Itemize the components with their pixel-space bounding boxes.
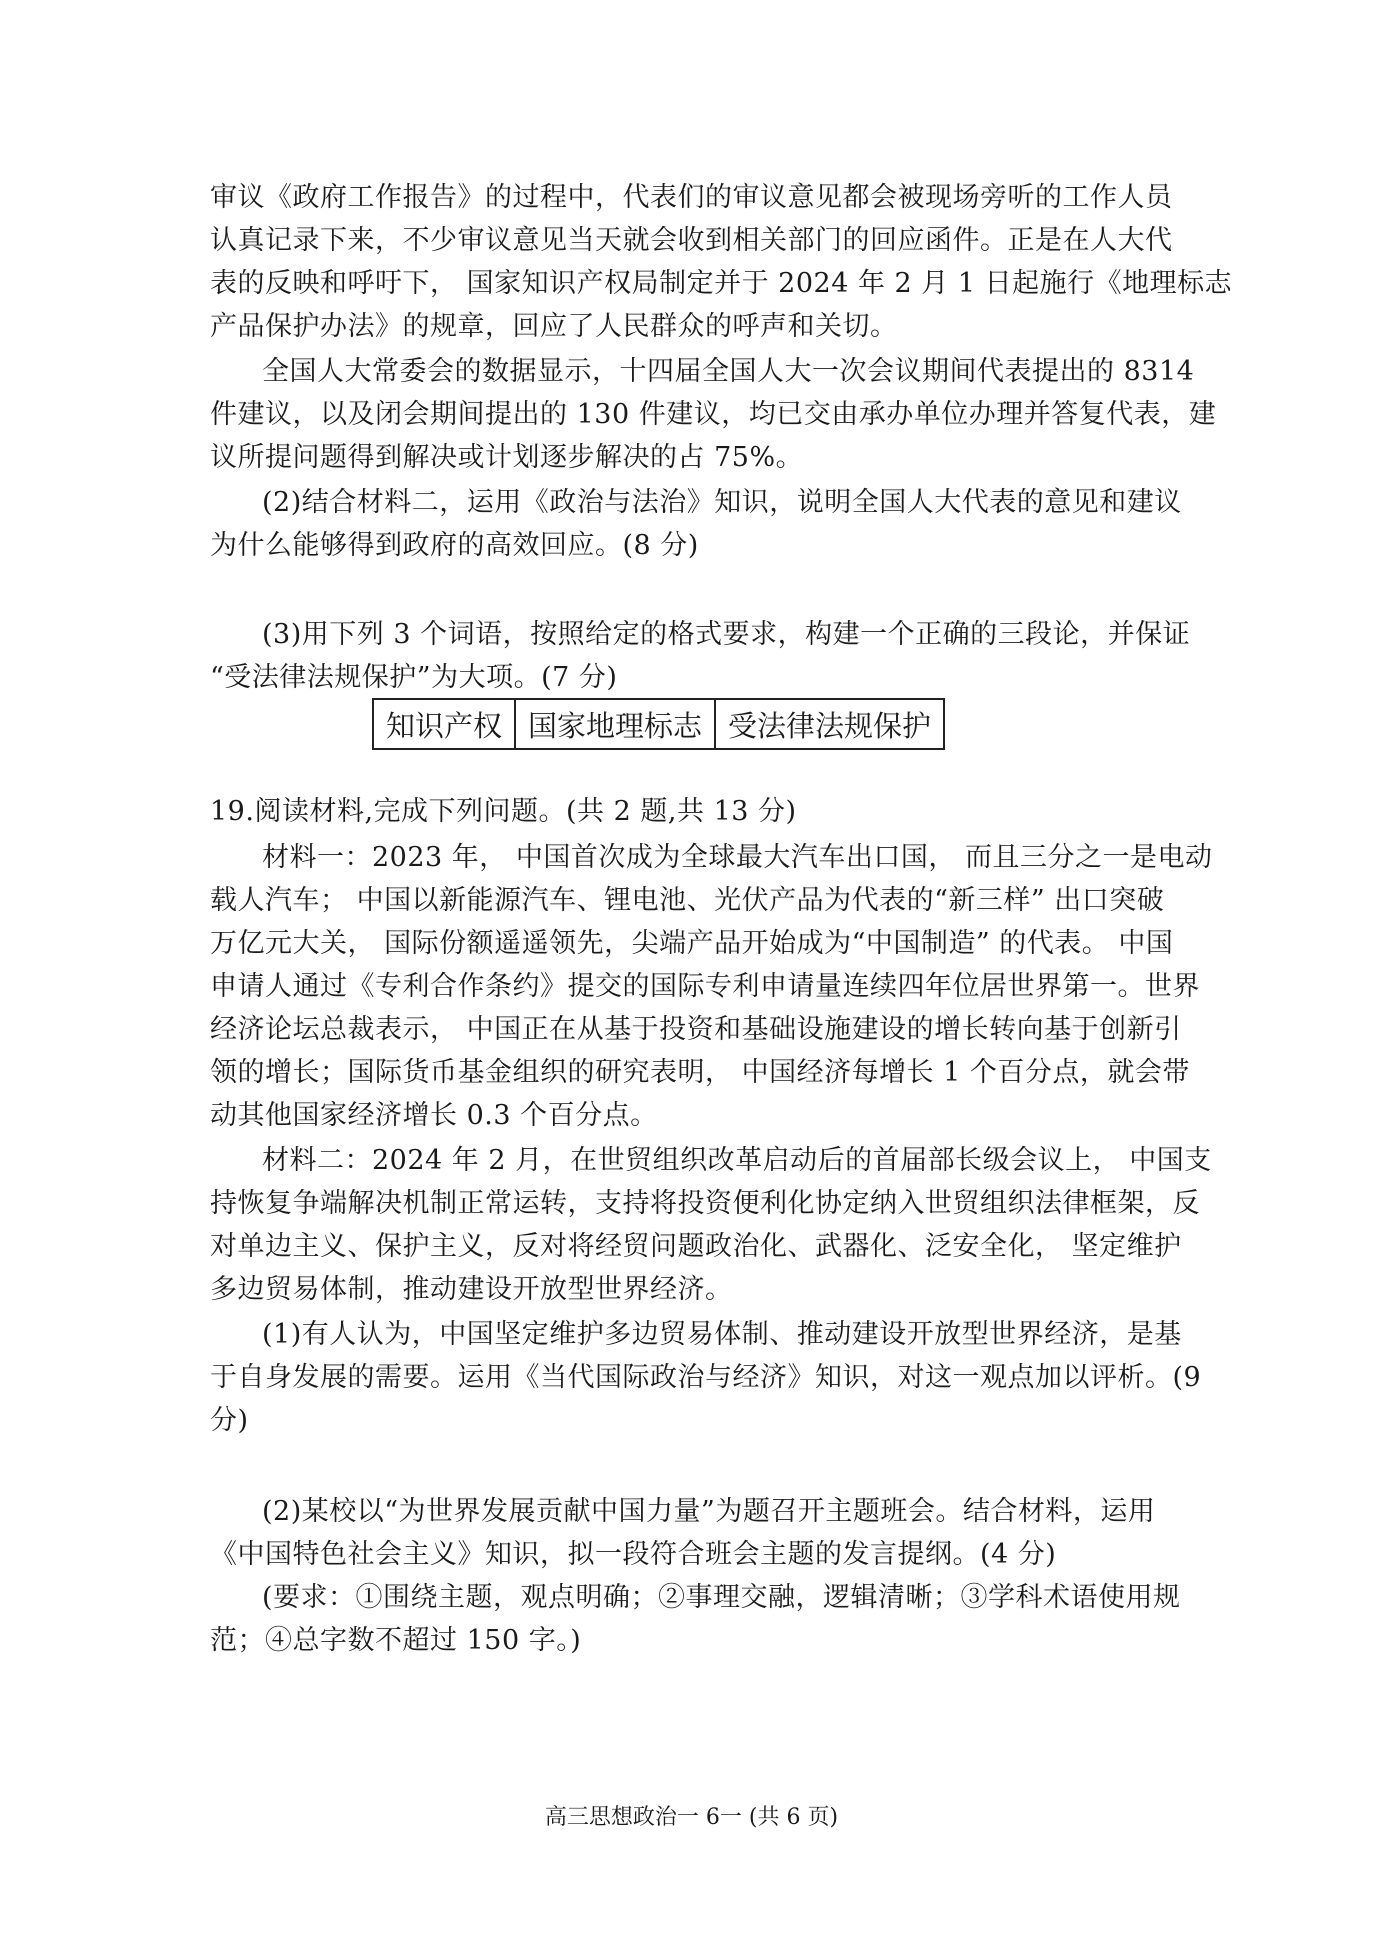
page-footer: 高三思想政治一 6一 (共 6 页) <box>544 1805 839 1830</box>
question-18-3: “受法律法规保护”为大项。(7 分) <box>210 662 618 693</box>
material-1-line: 经济论坛总裁表示， 中国正在从基于投资和基础设施建设的增长转向基于创新引 <box>210 1014 1182 1045</box>
question-19-1: 于自身发展的需要。运用《当代国际政治与经济》知识，对这一观点加以评析。(9 <box>210 1362 1202 1393</box>
question-18-3: (3)用下列 3 个词语，按照给定的格式要求，构建一个正确的三段论，并保证 <box>262 619 1191 650</box>
data-paragraph-line: 议所提问题得到解决或计划逐步解决的占 75%。 <box>210 442 804 473</box>
material-1-line: 申请人通过《专利合作条约》提交的国际专利申请量连续四年位居世界第一。世界 <box>210 971 1200 1002</box>
question-18-2: (2)结合材料二，运用《政治与法治》知识，说明全国人大代表的意见和建议 <box>262 487 1182 518</box>
material-1-line: 万亿元大关， 国际份额遥遥领先，尖端产品开始成为“中国制造” 的代表。 中国 <box>210 928 1174 959</box>
question-19-2-requirements: 范；④总字数不超过 150 字。) <box>210 1625 582 1656</box>
data-paragraph-line: 全国人大常委会的数据显示，十四届全国人大一次会议期间代表提出的 8314 <box>262 356 1195 387</box>
material-line: 认真记录下来，不少审议意见当天就会收到相关部门的回应函件。正是在人大代 <box>210 225 1173 256</box>
material-2-line: 持恢复争端解决机制正常运转，支持将投资便利化协定纳入世贸组织法律框架，反 <box>210 1188 1200 1219</box>
question-19-2: 《中国特色社会主义》知识，拟一段符合班会主题的发言提纲。(4 分) <box>210 1539 1057 1570</box>
question-19-title: 19.阅读材料,完成下列问题。(共 2 题,共 13 分) <box>210 796 797 827</box>
material-line: 表的反映和呼吁下， 国家知识产权局制定并于 2024 年 2 月 1 日起施行《地理标志 <box>210 268 1233 299</box>
material-line: 审议《政府工作报告》的过程中，代表们的审议意见都会被现场旁听的工作人员 <box>210 182 1173 213</box>
keyword-cell: 受法律法规保护 <box>715 699 944 749</box>
material-2-line: 多边贸易体制，推动建设开放型世界经济。 <box>210 1274 733 1305</box>
material-2-line: 材料二：2024 年 2 月，在世贸组织改革启动后的首届部长级会议上， 中国支 <box>262 1145 1212 1176</box>
data-paragraph-line: 件建议，以及闭会期间提出的 130 件建议，均已交由承办单位办理并答复代表，建 <box>210 399 1217 430</box>
material-1-line: 载人汽车； 中国以新能源汽车、锂电池、光伏产品为代表的“新三样” 出口突破 <box>210 885 1165 916</box>
material-line: 产品保护办法》的规章，回应了人民群众的呼声和关切。 <box>210 311 898 342</box>
material-1-line: 材料一：2023 年， 中国首次成为全球最大汽车出口国， 而且三分之一是电动 <box>262 842 1213 873</box>
keyword-cell: 国家地理标志 <box>515 699 715 749</box>
question-19-2-requirements: (要求：①围绕主题，观点明确；②事理交融，逻辑清晰；③学科术语使用规 <box>262 1582 1181 1613</box>
question-19-1: 分) <box>210 1405 249 1436</box>
keyword-cell: 知识产权 <box>373 699 515 749</box>
question-19-2: (2)某校以“为世界发展贡献中国力量”为题召开主题班会。结合材料，运用 <box>262 1496 1156 1527</box>
material-1-line: 动其他国家经济增长 0.3 个百分点。 <box>210 1100 658 1131</box>
question-18-2: 为什么能够得到政府的高效回应。(8 分) <box>210 530 699 561</box>
material-1-line: 领的增长；国际货币基金组织的研究表明， 中国经济每增长 1 个百分点，就会带 <box>210 1057 1190 1088</box>
keyword-table <box>372 698 945 750</box>
material-2-line: 对单边主义、保护主义，反对将经贸问题政治化、武器化、泛安全化， 坚定维护 <box>210 1231 1182 1262</box>
question-19-1: (1)有人认为，中国坚定维护多边贸易体制、推动建设开放型世界经济，是基 <box>262 1319 1182 1350</box>
